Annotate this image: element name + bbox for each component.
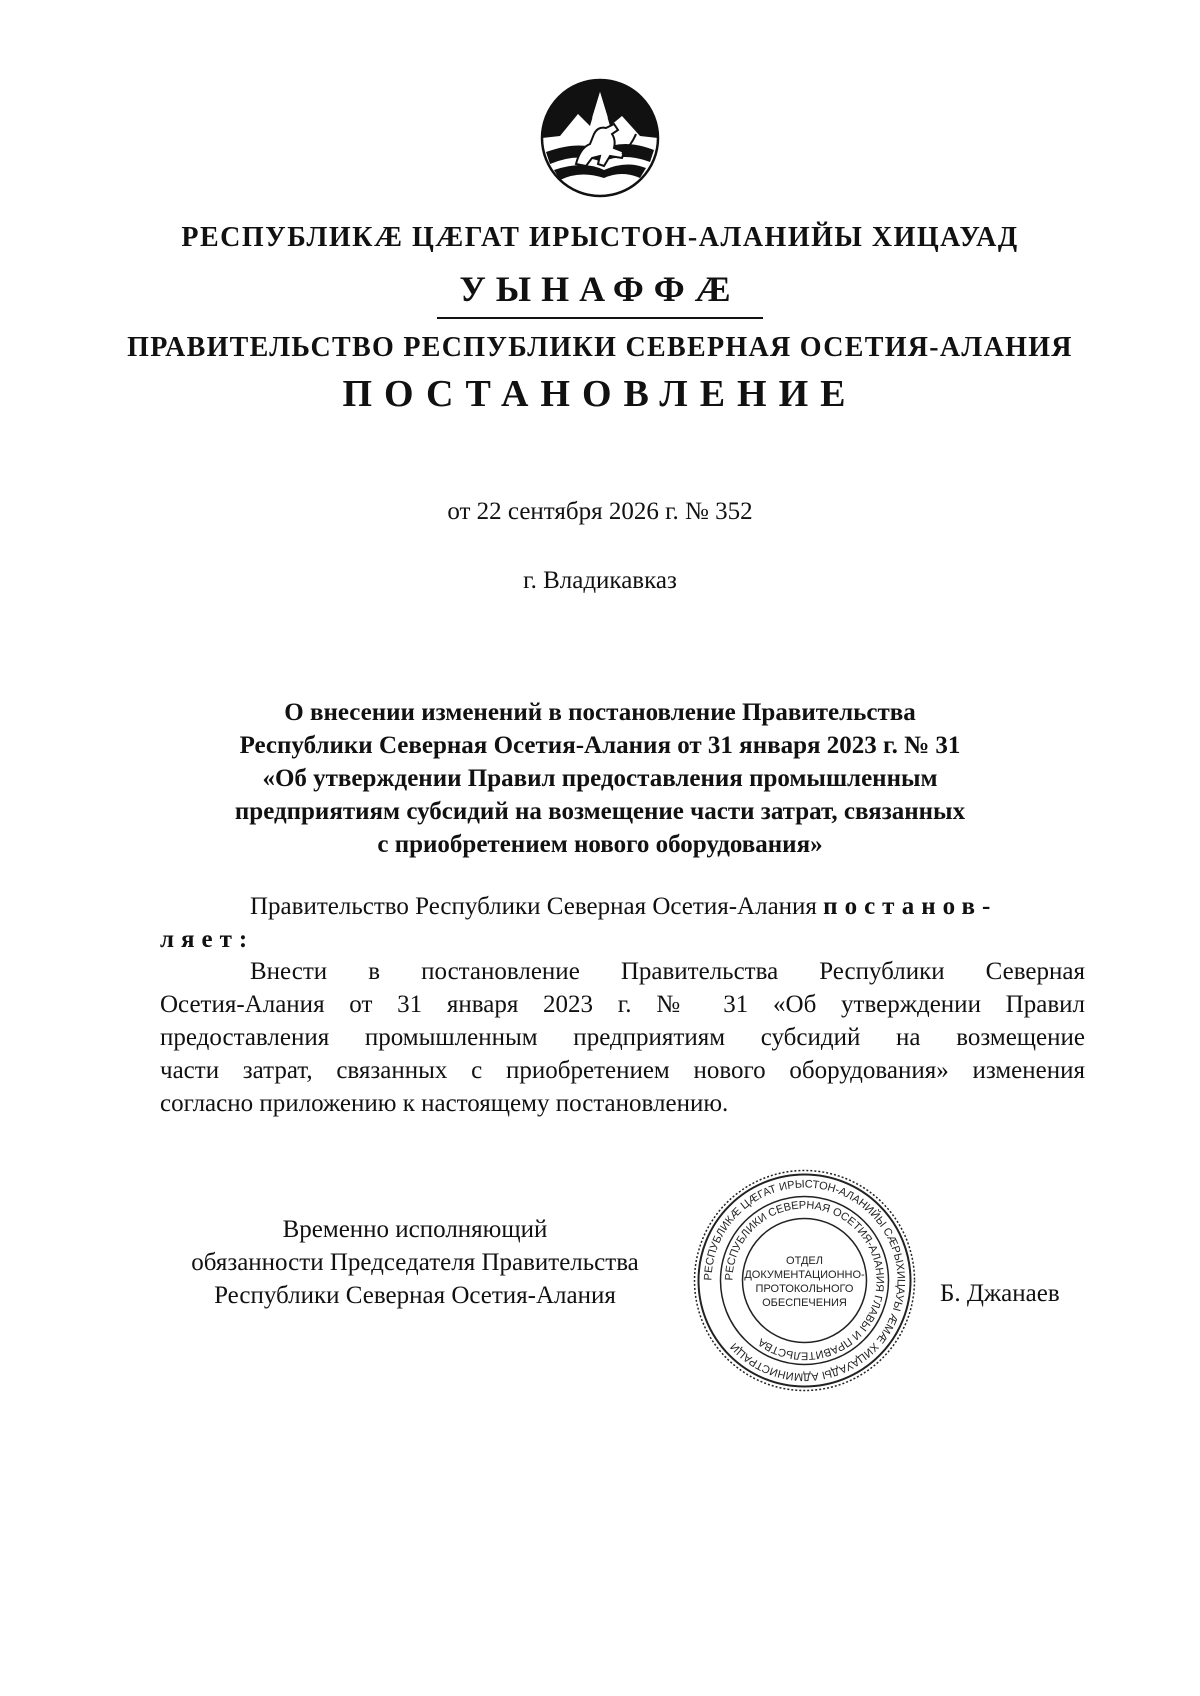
stamp-outer-text: РЕСПУБЛИКӔ ЦӔГАТ ИРЫСТОН-АЛАНИЙЫ СӔРЫХИЦАУЫ ӔМӔ ХИЦАУАДЫ АДМИНИСТРАЦИ bbox=[702, 1178, 907, 1383]
position-line: Временно исполняющий bbox=[282, 1216, 548, 1243]
body-line: части затрат, связанных с приобретением нового оборудования» изменения bbox=[160, 1057, 1085, 1084]
intro-verb-part1: постанов- bbox=[823, 893, 998, 920]
intro-verb-part2: ляет: bbox=[160, 926, 255, 953]
signatory-position bbox=[150, 1213, 680, 1312]
ossetian-decree-heading: УЫНАФФӔ bbox=[459, 269, 741, 309]
position-line: Республики Северная Осетия-Алания bbox=[214, 1282, 616, 1309]
header-divider bbox=[437, 317, 763, 319]
decree-date-number: от 22 сентября 2026 г. № 352 bbox=[447, 498, 753, 525]
stamp-inner-text: РЕСПУБЛИКИ СЕВЕРНАЯ ОСЕТИЯ-АЛАНИЯ ГЛАВЫ И ПРАВИТЕЛЬСТВА bbox=[723, 1199, 886, 1362]
title-line: предприятиям субсидий на возмещение части затрат, связанных bbox=[234, 798, 966, 825]
resolution-body bbox=[160, 955, 1085, 1120]
body-line: согласно приложению к настоящему постановлению. bbox=[160, 1090, 729, 1117]
decree-city: г. Владикавказ bbox=[523, 567, 677, 594]
title-line: Республики Северная Осетия-Алания от 31 января 2023 г. № 31 bbox=[239, 732, 961, 759]
title-line: с приобретением нового оборудования» bbox=[377, 831, 823, 858]
stamp-center-line: ДОКУМЕНТАЦИОННО- bbox=[744, 1269, 865, 1281]
official-seal-stamp bbox=[692, 1168, 917, 1393]
decree-title bbox=[170, 696, 1030, 861]
body-line: предоставления промышленным предприятиям субсидий на возмещение bbox=[160, 1024, 1085, 1051]
title-line: О внесении изменений в постановление Правительства bbox=[284, 699, 916, 726]
body-line: Осетия-Алания от 31 января 2023 г. № 31 «Об утверждении Правил bbox=[160, 991, 1085, 1018]
position-line: обязанности Председателя Правительства bbox=[191, 1249, 639, 1276]
stamp-center-line: ПРОТОКОЛЬНОГО bbox=[755, 1283, 854, 1295]
coat-of-arms-emblem bbox=[540, 78, 660, 198]
russian-decree-heading: ПОСТАНОВЛЕНИЕ bbox=[342, 373, 858, 415]
ossetian-authority-heading: РЕСПУБЛИКӔ ЦӔГАТ ИРЫСТОН-АЛАНИЙЫ ХИЦАУАД bbox=[181, 222, 1019, 253]
russian-authority-heading: ПРАВИТЕЛЬСТВО РЕСПУБЛИКИ СЕВЕРНАЯ ОСЕТИЯ-АЛАНИЯ bbox=[127, 332, 1073, 363]
intro-text: Правительство Республики Северная Осетия-Алания bbox=[250, 893, 817, 920]
resolution-intro bbox=[160, 890, 1085, 956]
stamp-center-line: ОБЕСПЕЧЕНИЯ bbox=[762, 1297, 847, 1309]
stamp-center-line: ОТДЕЛ bbox=[786, 1255, 823, 1267]
signatory-name: Б. Джанаев bbox=[940, 1280, 1060, 1307]
body-line: Внести в постановление Правительства Республики Северная bbox=[250, 958, 1085, 985]
title-line: «Об утверждении Правил предоставления промышленным bbox=[262, 765, 938, 792]
